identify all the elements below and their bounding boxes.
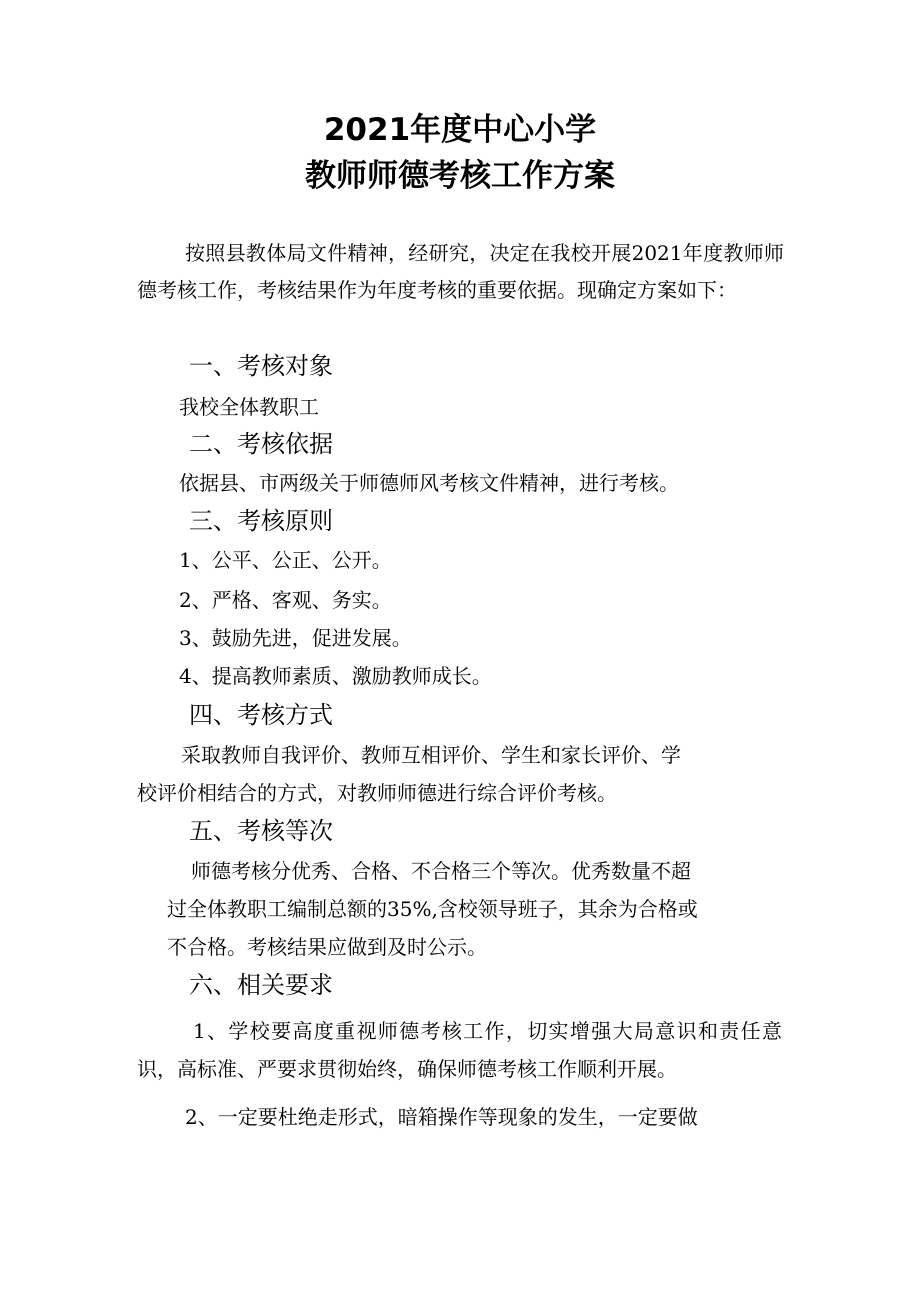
section-heading-1: 一、考核对象 [189,352,333,380]
section-heading-2: 二、考核依据 [189,430,333,458]
section-6-paragraph-2: 2、一定要杜绝走形式，暗箱操作等现象的发生，一定要做 [185,1105,698,1129]
section-4-line-1: 采取教师自我评价、教师互相评价、学生和家长评价、学 [181,743,681,767]
section-3-line-2: 2、严格、客观、务实。 [179,588,392,612]
section-3-line-1: 1、公平、公正、公开。 [179,548,392,572]
document-title-line-1: 2021年度中心小学 [323,112,597,148]
section-2-line-1: 依据县、市两级关于师德师风考核文件精神，进行考核。 [179,471,679,495]
section-heading-4: 四、考核方式 [189,701,333,729]
section-heading-3: 三、考核原则 [189,507,333,535]
section-3-line-3: 3、鼓励先进，促进发展。 [179,626,412,650]
section-5-line-2: 过全体教职工编制总额的35%,含校领导班子，其余为合格或 [167,897,698,921]
section-1-line-1: 我校全体教职工 [179,395,319,419]
section-5-line-3: 不合格。考核结果应做到及时公示。 [167,935,487,959]
section-heading-5: 五、考核等次 [189,817,333,845]
section-5-line-1: 师德考核分优秀、合格、不合格三个等次。优秀数量不超 [191,859,691,883]
section-heading-6: 六、相关要求 [189,971,333,999]
document-title-line-2: 教师师德考核工作方案 [305,158,615,194]
intro-paragraph: 按照县教体局文件精神，经研究，决定在我校开展2021年度教师师德考核工作，考核结果作为年度考核的重要依据。现确定方案如下： [137,241,784,302]
section-6-paragraph-1: 1、学校要高度重视师德考核工作，切实增强大局意识和责任意识，高标准、严要求贯彻始终，确保师德考核工作顺利开展。 [137,1019,782,1081]
section-3-line-4: 4、提高教师素质、激励教师成长。 [179,664,492,688]
section-4-line-2: 校评价相结合的方式，对教师师德进行综合评价考核。 [137,781,617,805]
